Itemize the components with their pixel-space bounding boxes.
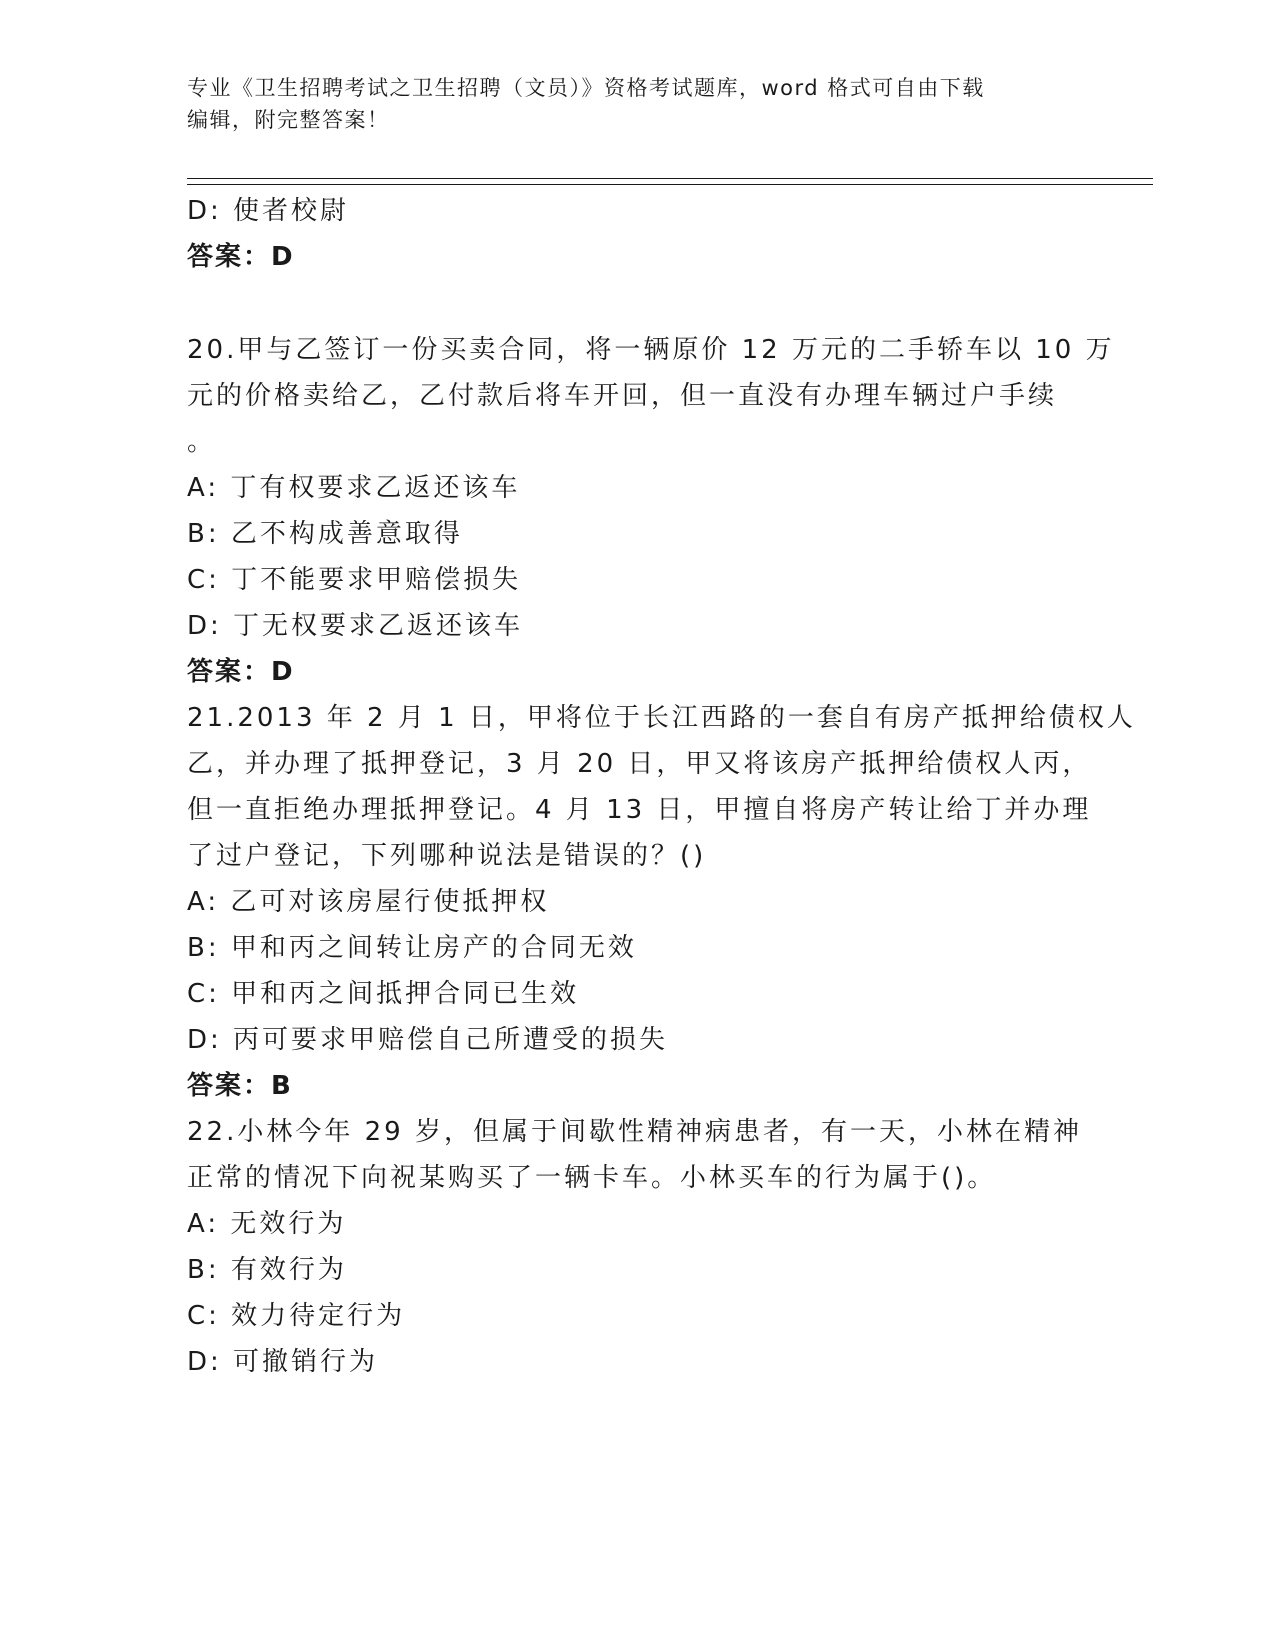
question-text-line: 了过户登记，下列哪种说法是错误的？() xyxy=(187,841,707,871)
option-d: D: 丙可要求甲赔偿自己所遭受的损失 xyxy=(187,1025,669,1055)
prev-option-d: D: 使者校尉 xyxy=(187,196,350,226)
question-text-line: 。 xyxy=(187,427,217,457)
answer: 答案：B xyxy=(187,1071,293,1101)
document-body xyxy=(187,188,1136,1385)
option-b: B: 甲和丙之间转让房产的合同无效 xyxy=(187,933,637,963)
option-c: C: 丁不能要求甲赔偿损失 xyxy=(187,565,522,595)
option-d: D: 丁无权要求乙返还该车 xyxy=(187,611,524,641)
option-c: C: 甲和丙之间抵押合同已生效 xyxy=(187,979,580,1009)
question-21 xyxy=(187,695,1136,1109)
option-a: A: 乙可对该房屋行使抵押权 xyxy=(187,887,550,917)
question-text-line: 正常的情况下向祝某购买了一辆卡车。小林买车的行为属于()。 xyxy=(187,1163,997,1193)
option-b: B: 有效行为 xyxy=(187,1255,347,1285)
prev-answer: 答案：D xyxy=(187,242,295,272)
option-b: B: 乙不构成善意取得 xyxy=(187,519,463,549)
question-text-line: 22.小林今年 29 岁，但属于间歇性精神病患者，有一天，小林在精神 xyxy=(187,1117,1082,1147)
option-a: A: 丁有权要求乙返还该车 xyxy=(187,473,521,503)
question-22 xyxy=(187,1109,1087,1385)
header-rule-top xyxy=(187,178,1153,179)
option-c: C: 效力待定行为 xyxy=(187,1301,406,1331)
header-rule-bottom xyxy=(187,184,1153,185)
question-20 xyxy=(187,327,1115,695)
question-text-line: 元的价格卖给乙，乙付款后将车开回，但一直没有办理车辆过户手续 xyxy=(187,381,1058,411)
question-text-line: 21.2013 年 2 月 1 日，甲将位于长江西路的一套自有房产抵押给债权人 xyxy=(187,703,1136,733)
question-text-line: 乙，并办理了抵押登记，3 月 20 日，甲又将该房产抵押给债权人丙， xyxy=(187,749,1092,779)
question-text-line: 但一直拒绝办理抵押登记。4 月 13 日，甲擅自将房产转让给丁并办理 xyxy=(187,795,1092,825)
page-header-text: 专业《卫生招聘考试之卫生招聘（文员）》资格考试题库，word 格式可自由下载 编辑，附完整答案！ xyxy=(187,76,985,132)
option-a: A: 无效行为 xyxy=(187,1209,347,1239)
option-d: D: 可撤销行为 xyxy=(187,1347,379,1377)
question-text-line: 20.甲与乙签订一份买卖合同，将一辆原价 12 万元的二手轿车以 10 万 xyxy=(187,335,1115,365)
answer: 答案：D xyxy=(187,657,295,687)
